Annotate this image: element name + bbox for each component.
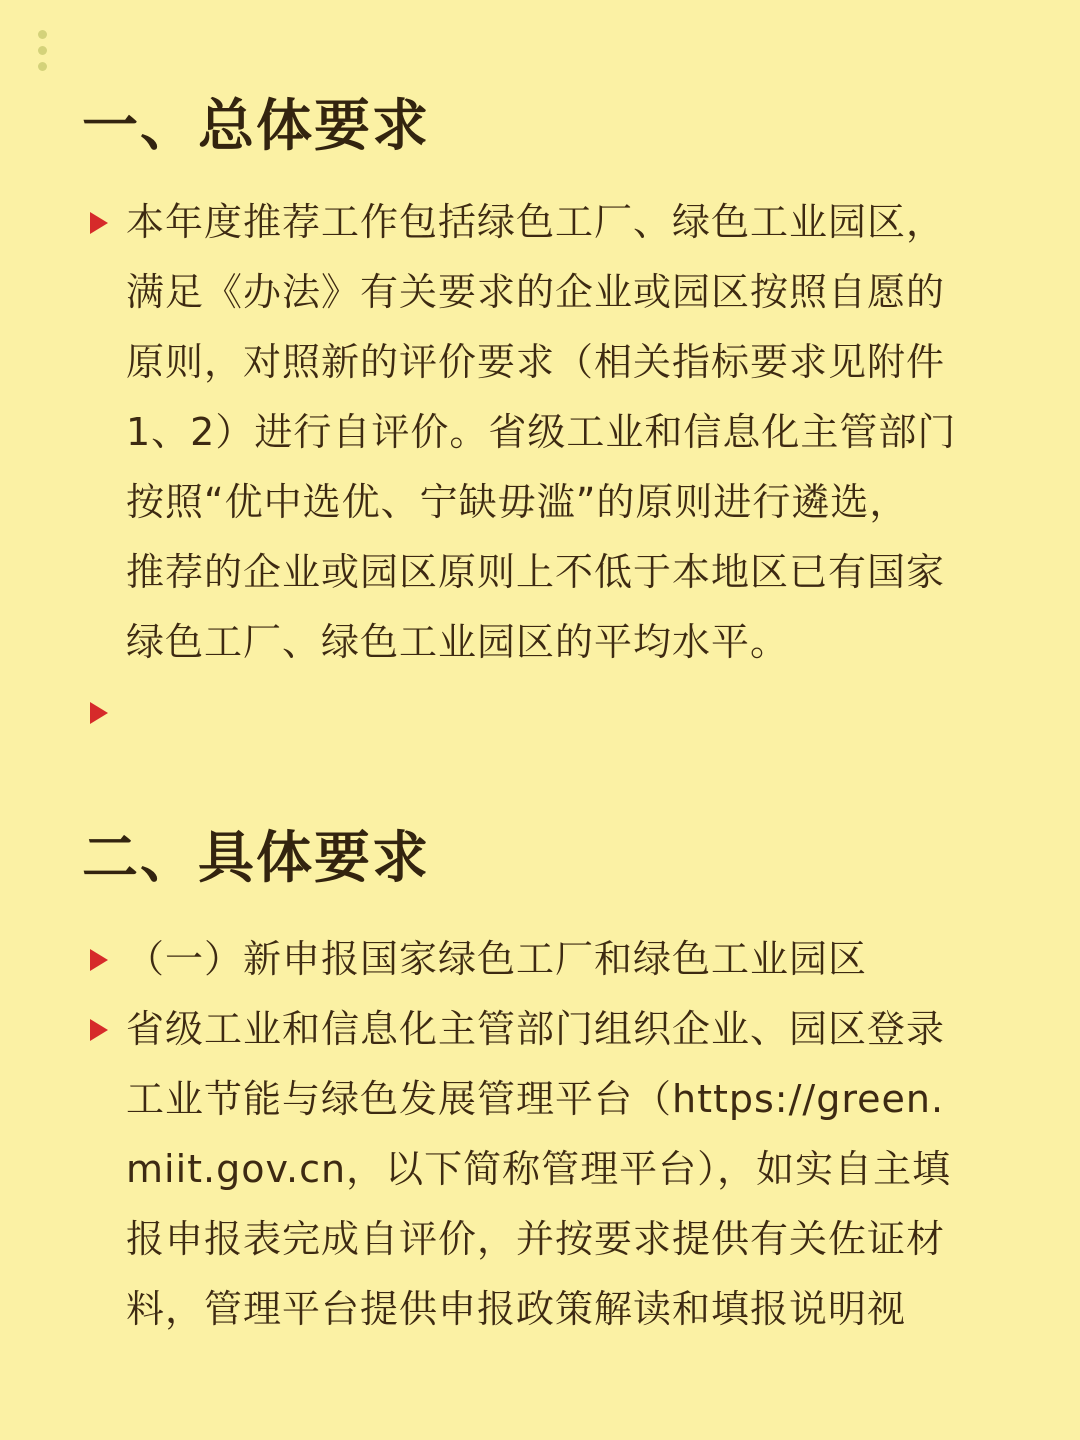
list-item <box>82 677 1022 747</box>
dot-decoration <box>38 46 47 55</box>
list-item-text: 本年度推荐工作包括绿色工厂、绿色工业园区， 满足《办法》有关要求的企业或园区按照自愿的 原则，对照新的评价要求（相关指标要求见附件 1、2）进行自评价。省级工业和信息化主管部门 按照“优中选优、宁缺毋滥”的原则进行遴选， 推荐的企业或园区原则上不低于本地区已有国家 绿色工厂、绿色工业园区的平均水平。 <box>126 200 957 664</box>
dot-decoration <box>38 30 47 39</box>
list-item-text: 省级工业和信息化主管部门组织企业、园区登录 工业节能与绿色发展管理平台（https://green. miit.gov.cn，以下简称管理平台），如实自主填 报申报表完成自评价，并按要求提供有关佐证材 料，管理平台提供申报政策解读和填报说明视 <box>126 1007 952 1331</box>
dot-decoration <box>38 62 47 71</box>
section-title: 一、总体要求 <box>82 94 430 159</box>
triangle-bullet-icon <box>90 949 108 971</box>
list-item-text: （一）新申报国家绿色工厂和绿色工业园区 <box>126 937 868 981</box>
triangle-bullet-icon <box>90 1019 108 1041</box>
list-item <box>82 994 1022 1344</box>
triangle-bullet-icon <box>90 212 108 234</box>
list-item <box>82 924 1022 994</box>
section-general-requirements <box>82 92 1022 747</box>
more-options-icon[interactable] <box>38 30 48 78</box>
section-specific-requirements <box>82 824 1022 1344</box>
section-title: 二、具体要求 <box>82 826 430 891</box>
triangle-bullet-icon <box>90 702 108 724</box>
list-item <box>82 187 1022 677</box>
